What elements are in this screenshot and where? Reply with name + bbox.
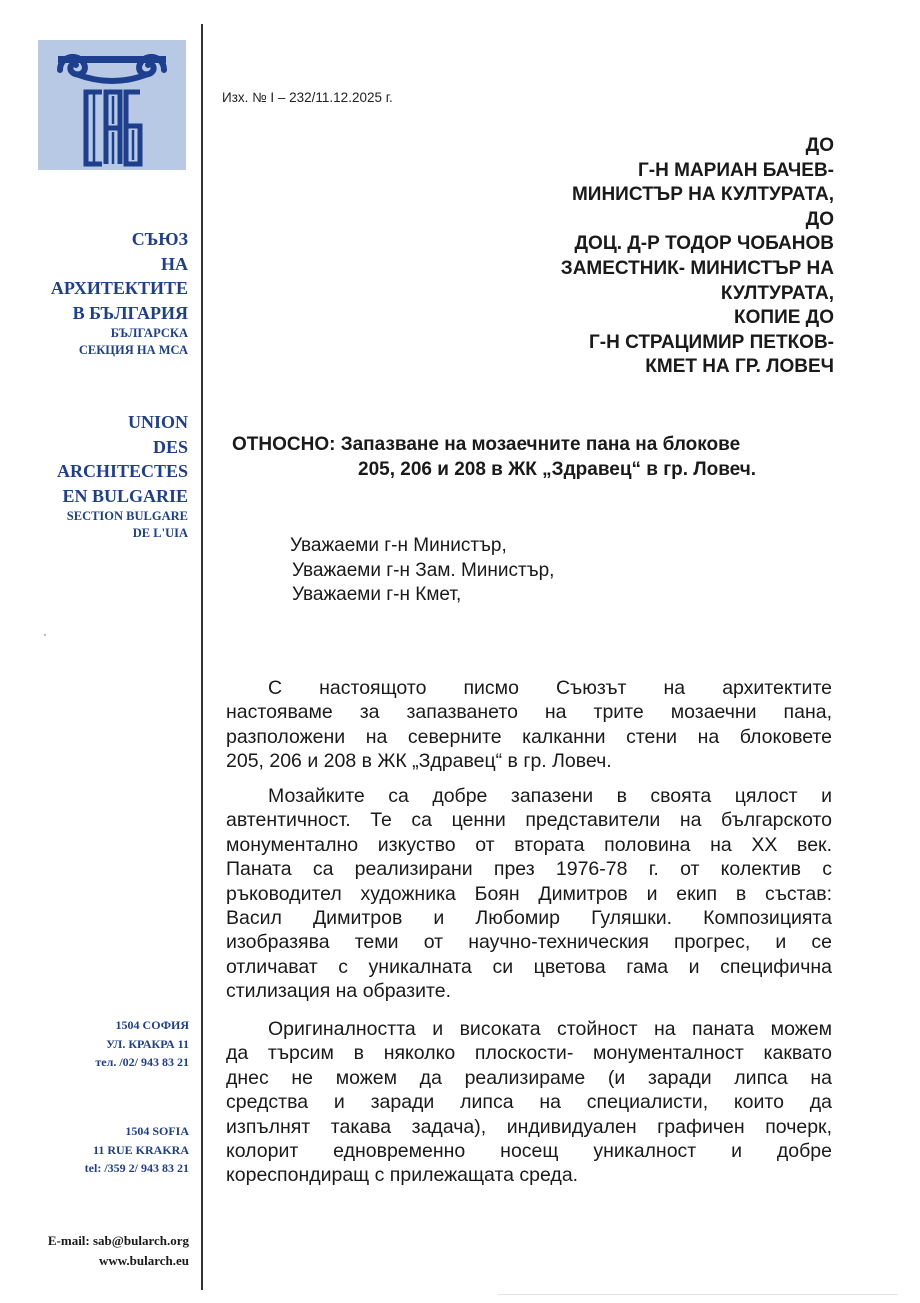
- paragraph-line: стилизация на образите.: [226, 980, 451, 1003]
- org-name-bulgarian: [51, 227, 188, 359]
- phone-line: tel: /359 2/ 943 83 21: [84, 1161, 189, 1175]
- body-paragraph-3: [226, 1017, 832, 1188]
- recipient-line: ДО: [805, 135, 834, 156]
- recipient-line: Г-Н СТРАЦИМИР ПЕТКОВ-: [588, 331, 834, 353]
- email-line: E-mail: sab@bularch.org: [47, 1233, 189, 1248]
- subject-text: ОТНОСНО: Запазване на мозаечните пана на блокове: [232, 434, 741, 455]
- address-line: 1504 СОФИЯ: [115, 1018, 189, 1032]
- paragraph-line: ръководител художника Боян Димитров и екип в състав:: [226, 882, 832, 905]
- org-name-line: EN BULGARIE: [62, 485, 188, 506]
- paragraph-line: Оригиналността и високата стойност на паната можем: [268, 1018, 832, 1040]
- org-name-line: НА: [161, 253, 188, 274]
- paragraph-line: 205, 206 и 208 в ЖК „Здравец“ в гр. Ловеч.: [226, 750, 612, 773]
- recipient-line: ДО: [805, 208, 834, 230]
- paragraph-line: да търсим в няколко плоскости- монументалност каквато: [226, 1042, 832, 1065]
- paragraph-line: днес не можем да реализираме (и заради липса на: [226, 1066, 832, 1089]
- recipient-line: КМЕТ НА ГР. ЛОВЕЧ: [645, 356, 834, 378]
- org-section-line: БЪЛГАРСКА: [110, 326, 188, 340]
- paragraph-line: настояваме за запазването на трите мозаечни пана,: [226, 701, 832, 724]
- contact-info: [48, 1231, 189, 1271]
- org-name-french: [57, 410, 188, 542]
- paragraph-line: средства и заради липса на специалисти, които да: [226, 1091, 832, 1114]
- recipient-line: ДОЦ. Д-Р ТОДОР ЧОБАНОВ: [574, 233, 834, 255]
- salutation-line: Уважаеми г-н Министър,: [290, 535, 507, 556]
- recipient-line: КУЛТУРАТА,: [720, 282, 834, 304]
- body-paragraph-2: [226, 784, 832, 1004]
- paragraph-line: С настоящото писмо Съюзът на архитектите: [268, 677, 832, 699]
- subject-line: [232, 432, 832, 482]
- paragraph-line: Васил Димитров и Любомир Гуляшки. Композицията: [226, 906, 832, 929]
- paragraph-line: отличават с уникалната си цветова гама и специфична: [226, 955, 832, 978]
- org-section-line: SECTION BULGARE: [66, 509, 188, 523]
- recipient-line: МИНИСТЪР НА КУЛТУРАТА,: [571, 184, 834, 206]
- sidebar-divider: [201, 24, 203, 1290]
- address-line: 1504 SOFIA: [125, 1124, 189, 1138]
- org-name-line: АРХИТЕКТИТЕ: [50, 278, 188, 298]
- recipients-block: [561, 134, 834, 380]
- salutation-block: [290, 534, 554, 608]
- footer-rule: [498, 1294, 898, 1295]
- address-line: УЛ. КРАКРА 11: [106, 1036, 189, 1051]
- recipient-line: КОПИЕ ДО: [734, 307, 834, 329]
- paragraph-line: Паната са реализирани през 1976-78 г. от колектив с: [226, 858, 832, 881]
- paragraph-line: автентичност. Те са ценни представители на българското: [226, 809, 832, 832]
- org-name-line: UNION: [127, 412, 188, 432]
- recipient-line: Г-Н МАРИАН БАЧЕВ-: [638, 159, 834, 181]
- ionic-column-capital-icon: [38, 40, 186, 170]
- org-name-line: DES: [152, 436, 188, 457]
- paragraph-line: изпълнят такава задача), индивидуален графичен почерк,: [226, 1115, 832, 1138]
- org-section-line: СЕКЦИЯ НА МСА: [78, 343, 188, 357]
- body-paragraph-1: [226, 676, 832, 774]
- phone-line: тел. /02/ 943 83 21: [95, 1055, 189, 1069]
- paragraph-line: разположени на северните калканни стени на блоковете: [226, 725, 832, 748]
- paragraph-line: кореспондиращ с прилежащата среда.: [226, 1164, 579, 1187]
- organization-logo: [38, 40, 186, 170]
- salutation-line: Уважаеми г-н Зам. Министър,: [292, 559, 555, 581]
- recipient-line: ЗАМЕСТНИК- МИНИСТЪР НА: [560, 257, 834, 279]
- paragraph-line: колорит едновременно носещ уникалност и добре: [226, 1139, 832, 1162]
- org-name-line: ARCHITECTES: [56, 461, 188, 481]
- org-section-line: DE L'UIA: [132, 526, 188, 540]
- address-line: 11 RUE KRAKRA: [92, 1142, 189, 1157]
- org-name-line: В БЪЛГАРИЯ: [72, 302, 188, 323]
- paragraph-line: изобразява теми от научно-техническия прогрес, и се: [226, 931, 832, 954]
- reference-number: Изх. № I – 232/11.12.2025 г.: [222, 90, 393, 105]
- address-bulgarian: [95, 1016, 189, 1072]
- org-name-line: СЪЮЗ: [131, 229, 188, 249]
- salutation-line: Уважаеми г-н Кмет,: [292, 584, 462, 605]
- subject-text: 205, 206 и 208 в ЖК „Здравец“ в гр. Ловеч.: [358, 459, 757, 480]
- paragraph-line: монументално изкуство от втората половина на ХХ век.: [226, 833, 832, 856]
- website-line: www.bularch.eu: [98, 1253, 189, 1268]
- paragraph-line: Мозайките са добре запазени в своята цялост и: [268, 785, 832, 807]
- address-french: [85, 1122, 189, 1178]
- page-speck: [44, 634, 46, 636]
